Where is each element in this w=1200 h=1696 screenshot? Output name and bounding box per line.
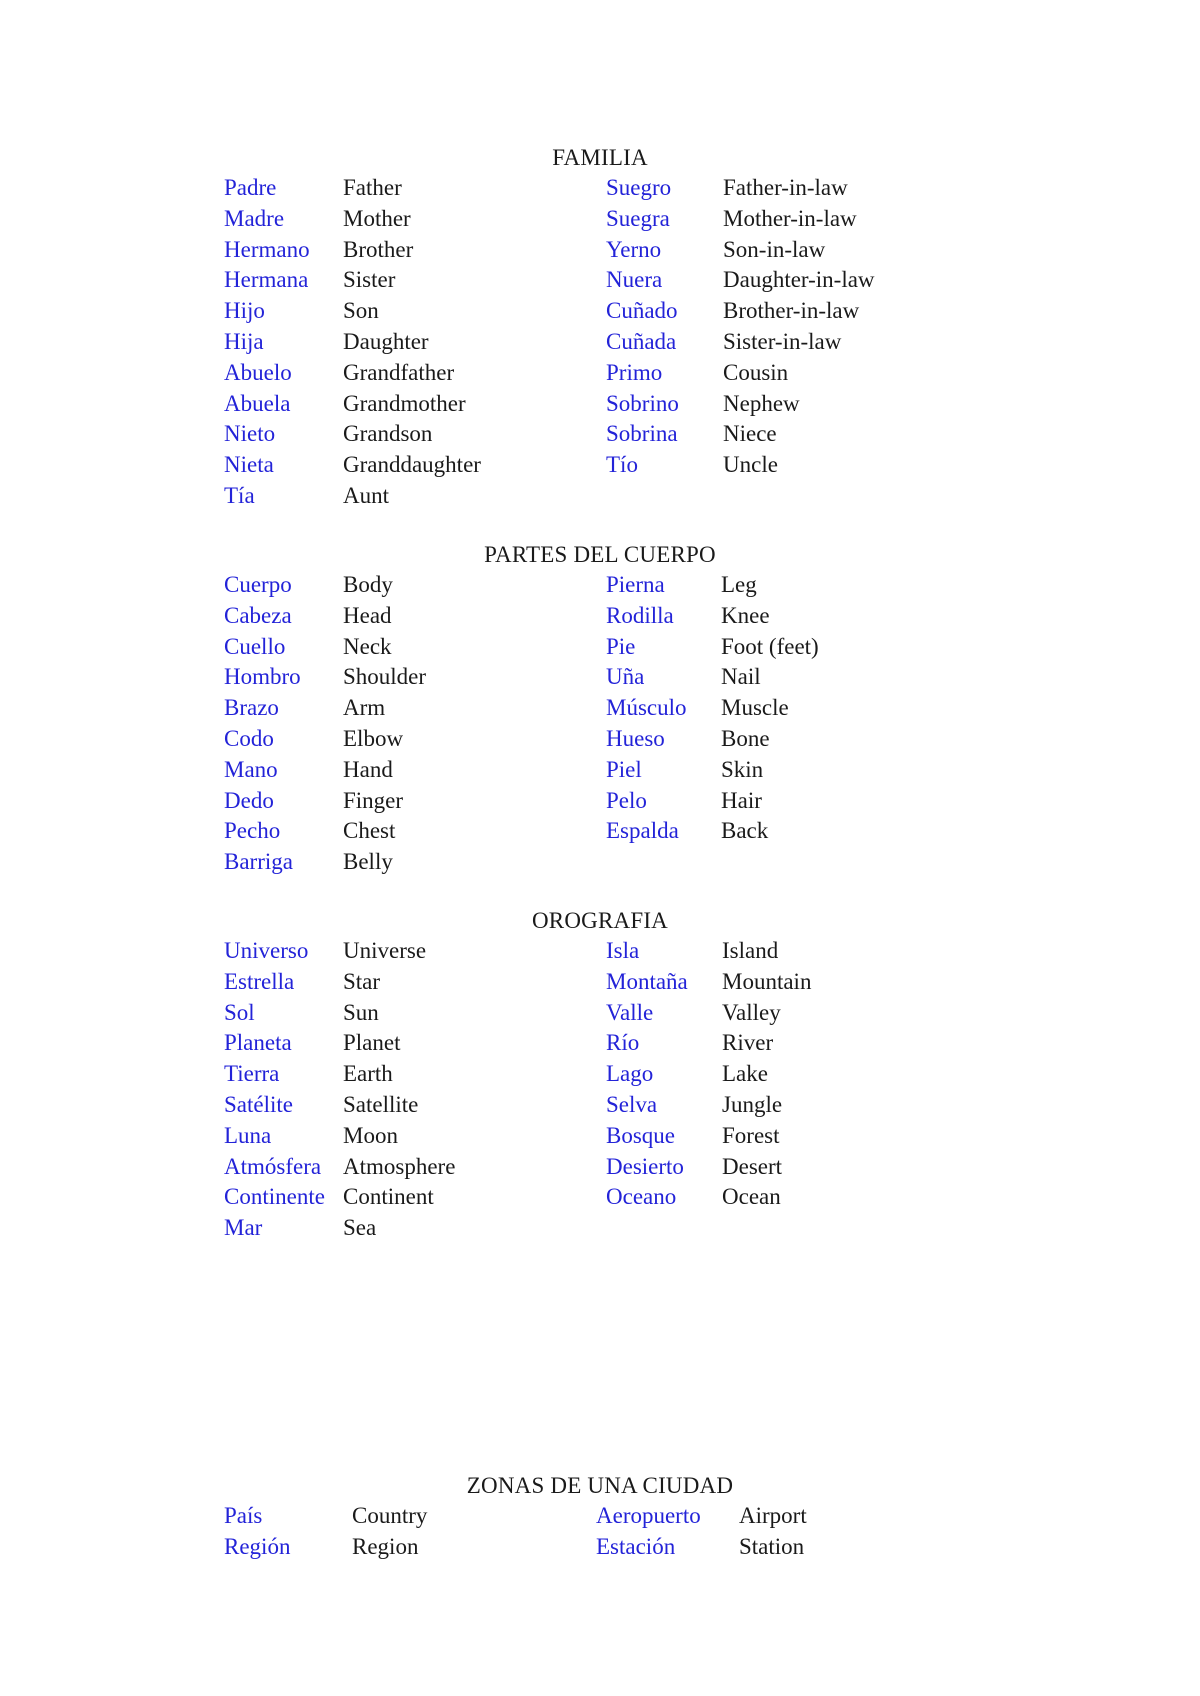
english-word: Foot (feet) (721, 633, 819, 659)
section-title: ZONAS DE UNA CIUDAD (466, 1473, 734, 1498)
vocab-row (606, 1059, 936, 1090)
vocab-row (224, 1182, 554, 1213)
english-word: River (722, 1030, 774, 1056)
vocab-column-right (606, 570, 936, 847)
english-word: Cousin (723, 359, 789, 385)
spanish-word: Hermano (224, 236, 310, 262)
spanish-word: Tierra (224, 1061, 280, 1087)
vocab-column-right (606, 936, 936, 1213)
vocab-row (224, 235, 554, 266)
english-word: Finger (343, 787, 404, 813)
spanish-word: Primo (606, 359, 663, 385)
vocab-row (606, 601, 936, 632)
english-word: Grandmother (343, 390, 466, 416)
english-word: Planet (343, 1030, 401, 1056)
vocab-row (224, 327, 554, 358)
english-word: Earth (343, 1061, 393, 1087)
spanish-word: Suegra (606, 205, 670, 231)
vocab-row (224, 1501, 554, 1532)
english-word: Niece (723, 421, 777, 447)
english-word: Skin (721, 756, 764, 782)
spanish-word: Cuerpo (224, 572, 292, 597)
vocab-row (606, 173, 936, 204)
vocab-row (606, 1121, 936, 1152)
vocab-row (596, 1532, 926, 1563)
spanish-word: Hermana (224, 267, 309, 293)
spanish-word: Pierna (606, 572, 665, 597)
english-word: Ocean (722, 1184, 781, 1210)
vocab-row (606, 358, 936, 389)
english-word: Sister-in-law (723, 328, 842, 354)
english-word: Mountain (722, 968, 812, 994)
spanish-word: Hijo (224, 298, 265, 324)
vocab-column-right (606, 173, 936, 481)
spanish-word: Región (224, 1533, 291, 1559)
spanish-word: País (224, 1503, 263, 1528)
english-word: Knee (721, 602, 770, 628)
english-word: Neck (343, 633, 392, 659)
vocab-row (224, 1532, 554, 1563)
spanish-word: Luna (224, 1122, 272, 1148)
vocab-row (224, 632, 554, 663)
vocab-row (596, 1501, 926, 1532)
vocab-row (606, 235, 936, 266)
spanish-word: Suegro (606, 175, 672, 200)
english-word: Continent (343, 1184, 434, 1210)
spanish-word: Yerno (606, 236, 662, 262)
english-word: Country (352, 1503, 428, 1528)
vocab-row (606, 419, 936, 450)
english-word: Forest (722, 1122, 780, 1148)
spanish-word: Piel (606, 756, 642, 782)
vocab-row (224, 1121, 554, 1152)
vocab-row (224, 847, 554, 878)
vocab-row (224, 1213, 554, 1244)
spanish-word: Planeta (224, 1030, 292, 1056)
spanish-word: Aeropuerto (596, 1503, 701, 1528)
vocab-row (224, 1090, 554, 1121)
spanish-word: Rodilla (606, 602, 674, 628)
english-word: Head (343, 602, 392, 628)
vocab-row (606, 936, 936, 967)
vocab-row (606, 816, 936, 847)
spanish-word: Universo (224, 938, 309, 963)
english-word: Grandson (343, 421, 433, 447)
vocab-row (224, 967, 554, 998)
english-word: Body (343, 572, 393, 597)
english-word: Universe (343, 938, 427, 963)
vocab-row (606, 389, 936, 420)
vocab-row (606, 632, 936, 663)
english-word: Mother-in-law (723, 205, 857, 231)
english-word: Island (722, 938, 779, 963)
vocab-row (606, 662, 936, 693)
english-word: Station (739, 1533, 805, 1559)
english-word: Father-in-law (723, 175, 848, 200)
vocab-row (606, 693, 936, 724)
english-word: Desert (722, 1153, 783, 1179)
spanish-word: Selva (606, 1091, 658, 1117)
english-word: Mother (343, 205, 411, 231)
english-word: Brother-in-law (723, 298, 860, 324)
english-word: Sea (343, 1215, 377, 1241)
vocab-row (224, 724, 554, 755)
spanish-word: Hija (224, 328, 264, 354)
vocab-row (224, 662, 554, 693)
spanish-word: Padre (224, 175, 277, 200)
vocab-row (224, 786, 554, 817)
vocab-row (224, 173, 554, 204)
vocab-row (606, 1182, 936, 1213)
vocab-row (606, 327, 936, 358)
spanish-word: Cabeza (224, 602, 292, 628)
spanish-word: Abuela (224, 390, 291, 416)
english-word: Muscle (721, 695, 789, 721)
english-word: Uncle (723, 452, 778, 478)
spanish-word: Espalda (606, 818, 679, 844)
vocab-row (606, 724, 936, 755)
english-word: Brother (343, 236, 414, 262)
spanish-word: Brazo (224, 695, 279, 721)
vocab-row (606, 265, 936, 296)
english-word: Daughter-in-law (723, 267, 875, 293)
vocab-row (224, 1059, 554, 1090)
english-word: Hand (343, 756, 393, 782)
english-word: Son-in-law (723, 236, 826, 262)
vocab-row (606, 296, 936, 327)
vocab-row (224, 358, 554, 389)
vocab-row (606, 998, 936, 1029)
english-word: Nephew (723, 390, 800, 416)
english-word: Region (352, 1533, 419, 1559)
spanish-word: Madre (224, 205, 285, 231)
spanish-word: Uña (606, 664, 645, 690)
vocab-row (224, 816, 554, 847)
spanish-word: Montaña (606, 968, 688, 994)
spanish-word: Músculo (606, 695, 687, 721)
english-word: Atmosphere (343, 1153, 456, 1179)
spanish-word: Pelo (606, 787, 647, 813)
english-word: Father (343, 175, 402, 200)
english-word: Granddaughter (343, 452, 481, 478)
spanish-word: Cuñada (606, 328, 677, 354)
english-word: Moon (343, 1122, 398, 1148)
vocab-row (224, 1028, 554, 1059)
section-title: PARTES DEL CUERPO (484, 542, 716, 567)
vocab-row (606, 204, 936, 235)
spanish-word: Tía (224, 482, 255, 508)
spanish-word: Oceano (606, 1184, 677, 1210)
spanish-word: Estrella (224, 968, 295, 994)
spanish-word: Continente (224, 1184, 325, 1210)
spanish-word: Barriga (224, 849, 293, 875)
vocab-row (606, 1152, 936, 1183)
spanish-word: Valle (606, 999, 654, 1025)
english-word: Jungle (722, 1091, 783, 1117)
spanish-word: Cuñado (606, 298, 678, 324)
spanish-word: Nieto (224, 421, 276, 447)
english-word: Lake (722, 1061, 768, 1087)
spanish-word: Cuello (224, 633, 286, 659)
english-word: Sister (343, 267, 396, 293)
vocab-row (224, 693, 554, 724)
vocab-row (606, 755, 936, 786)
spanish-word: Sobrino (606, 390, 679, 416)
english-word: Chest (343, 818, 396, 844)
english-word: Son (343, 298, 379, 324)
english-word: Airport (739, 1503, 807, 1528)
english-word: Star (343, 968, 381, 994)
vocab-row (224, 570, 554, 601)
vocab-row (606, 570, 936, 601)
english-word: Shoulder (343, 664, 427, 690)
spanish-word: Desierto (606, 1153, 684, 1179)
vocab-row (606, 450, 936, 481)
section-title: FAMILIA (552, 145, 648, 170)
english-word: Sun (343, 999, 379, 1025)
spanish-word: Dedo (224, 787, 274, 813)
spanish-word: Satélite (224, 1091, 293, 1117)
vocab-column-left (224, 1501, 554, 1563)
english-word: Hair (721, 787, 762, 813)
vocab-row (224, 481, 554, 512)
vocab-row (224, 998, 554, 1029)
spanish-word: Hueso (606, 725, 665, 751)
spanish-word: Pecho (224, 818, 281, 844)
vocab-row (224, 419, 554, 450)
english-word: Belly (343, 849, 393, 875)
spanish-word: Isla (606, 938, 640, 963)
english-word: Elbow (343, 725, 404, 751)
spanish-word: Río (606, 1030, 640, 1056)
vocab-row (224, 296, 554, 327)
vocab-row (224, 936, 554, 967)
english-word: Leg (721, 572, 757, 597)
vocab-row (224, 450, 554, 481)
vocab-row (606, 1090, 936, 1121)
spanish-word: Mano (224, 756, 278, 782)
spanish-word: Mar (224, 1215, 263, 1241)
spanish-word: Bosque (606, 1122, 675, 1148)
english-word: Aunt (343, 482, 389, 508)
spanish-word: Sol (224, 999, 255, 1025)
vocab-row (224, 204, 554, 235)
spanish-word: Hombro (224, 664, 301, 690)
spanish-word: Tío (606, 452, 638, 478)
spanish-word: Abuelo (224, 359, 292, 385)
vocab-column-left (224, 570, 554, 878)
vocab-row (224, 601, 554, 632)
vocab-column-left (224, 936, 554, 1244)
spanish-word: Pie (606, 633, 636, 659)
english-word: Nail (721, 664, 761, 690)
spanish-word: Nieta (224, 452, 274, 478)
vocab-row (606, 1028, 936, 1059)
english-word: Arm (343, 695, 386, 721)
spanish-word: Atmósfera (224, 1153, 322, 1179)
vocab-row (224, 1152, 554, 1183)
english-word: Valley (722, 999, 781, 1025)
english-word: Grandfather (343, 359, 455, 385)
spanish-word: Lago (606, 1061, 654, 1087)
english-word: Satellite (343, 1091, 419, 1117)
spanish-word: Sobrina (606, 421, 678, 447)
english-word: Back (721, 818, 769, 844)
vocab-column-left (224, 173, 554, 512)
spanish-word: Codo (224, 725, 274, 751)
vocab-row (606, 967, 936, 998)
vocab-row (606, 786, 936, 817)
english-word: Bone (721, 725, 770, 751)
vocab-row (224, 389, 554, 420)
vocab-column-right (596, 1501, 926, 1563)
spanish-word: Estación (596, 1533, 676, 1559)
vocab-row (224, 265, 554, 296)
vocab-row (224, 755, 554, 786)
english-word: Daughter (343, 328, 429, 354)
spanish-word: Nuera (606, 267, 663, 293)
section-title: OROGRAFIA (532, 908, 668, 933)
